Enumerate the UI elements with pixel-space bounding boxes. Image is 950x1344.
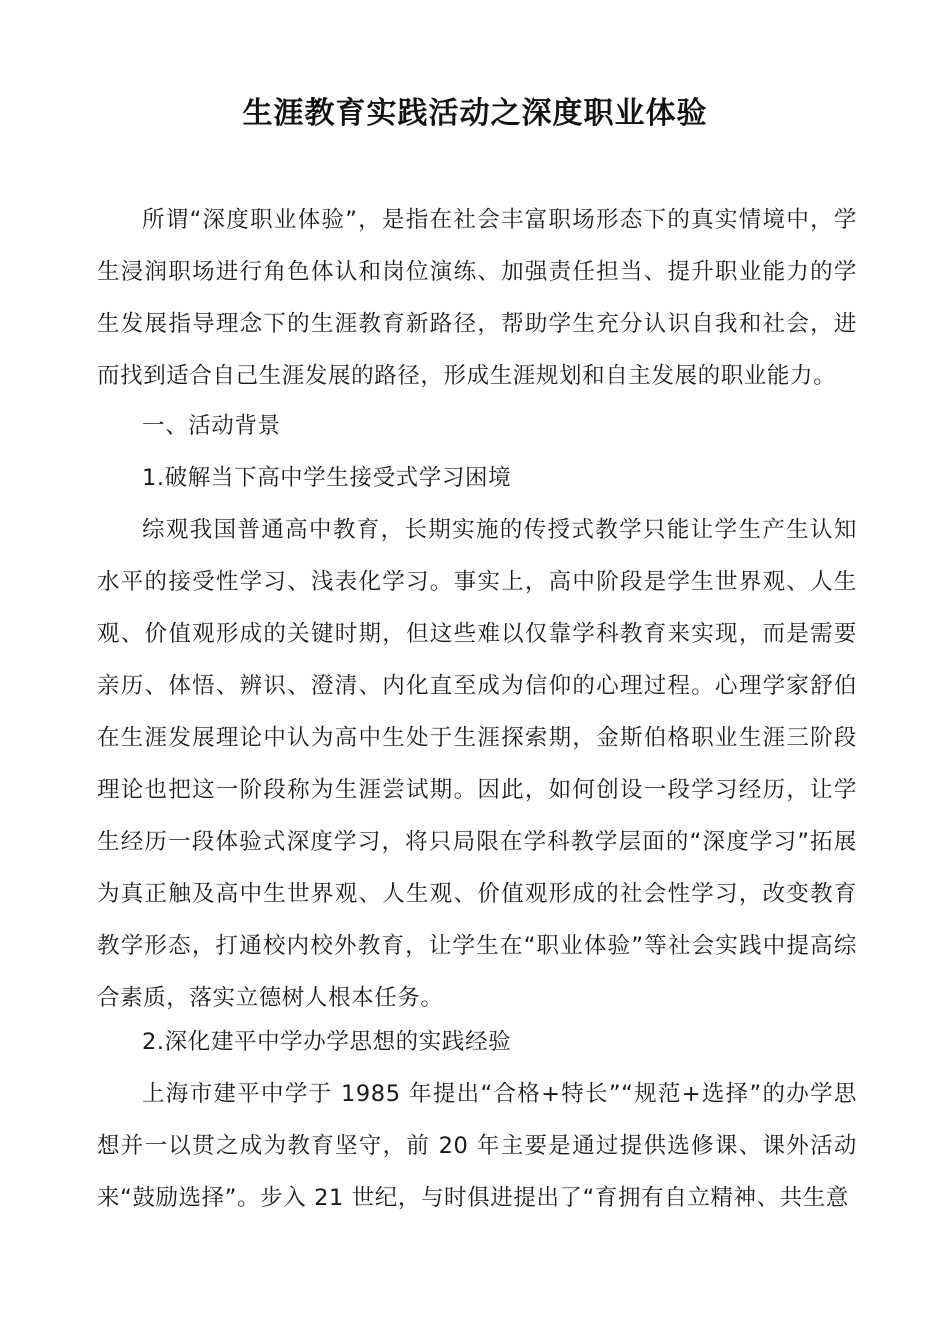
- subsection-heading-1: 1.破解当下高中学生接受式学习困境: [142, 465, 512, 491]
- intro-paragraph: 所谓“深度职业体验”，是指在社会丰富职场形态下的真实情境中，学生浸润职场进行角色体认和岗位演练、加强责任担当、提升职业能力的学生发展指导理念下的生涯教育新路径，帮助学生充分认识自我和社会，进而找到适合自己生涯发展的路径，形成生涯规划和自主发展的职业能力。: [97, 207, 857, 389]
- document-title: 生涯教育实践活动之深度职业体验: [242, 96, 708, 131]
- section-heading-background: 一、活动背景: [142, 413, 281, 439]
- subsection-1-paragraph: 综观我国普通高中教育，长期实施的传授式教学只能让学生产生认知水平的接受性学习、浅表化学习。事实上，高中阶段是学生世界观、人生观、价值观形成的关键时期，但这些难以仅靠学科教育来实现，而是需要亲历、体悟、辨识、澄清、内化直至成为信仰的心理过程。心理学家舒伯在生涯发展理论中认为高中生处于生涯探索期，金斯伯格职业生涯三阶段理论也把这一阶段称为生涯尝试期。因此，如何创设一段学习经历，让学生经历一段体验式深度学习，将只局限在学科教学层面的“深度学习”拓展为真正触及高中生世界观、人生观、价值观形成的社会性学习，改变教育教学形态，打通校内校外教育，让学生在“职业体验”等社会实践中提高综合素质，落实立德树人根本任务。: [97, 517, 857, 1011]
- subsection-2-paragraph: 上海市建平中学于 1985 年提出“合格+特长”“规范+选择”的办学思想并一以贯之成为教育坚守，前 20 年主要是通过提供选修课、课外活动来“鼓励选择”。步入 21 世纪，与时俱进提出了“育拥有自立精神、共生意: [97, 1081, 857, 1211]
- subsection-heading-2: 2.深化建平中学办学思想的实践经验: [142, 1029, 512, 1055]
